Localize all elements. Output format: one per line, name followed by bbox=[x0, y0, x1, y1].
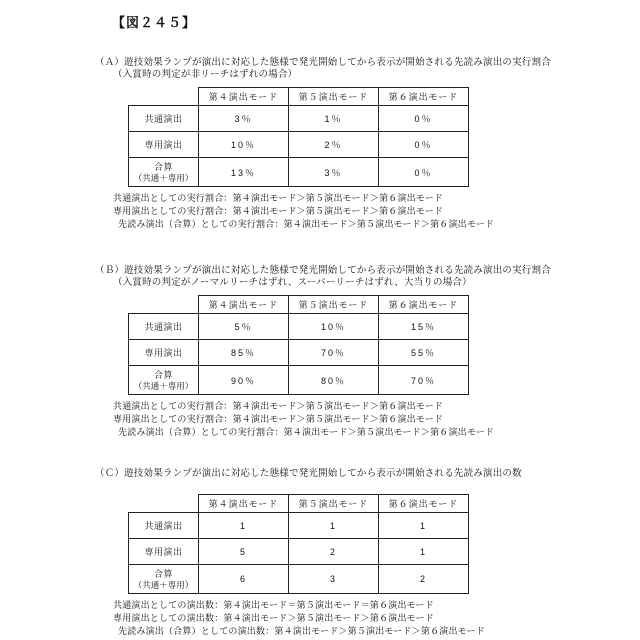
section-b-heading: （Ｂ）遊技効果ランプが演出に対応した態様で発光開始してから表示が開始される先読み演出の実行割合 bbox=[95, 265, 551, 276]
row-label-line1: 合算 bbox=[153, 161, 173, 172]
table-b-header-row bbox=[129, 296, 469, 314]
table-cell: 55％ bbox=[379, 340, 469, 366]
table-a-col-header: 第５演出モード bbox=[289, 88, 379, 106]
table-cell: 5 bbox=[199, 539, 289, 565]
table-b-col-header: 第５演出モード bbox=[289, 296, 379, 314]
row-label-line1: 合算 bbox=[153, 369, 173, 380]
table-row bbox=[129, 513, 469, 539]
table-a bbox=[128, 87, 469, 187]
table-cell: 2 bbox=[379, 565, 469, 594]
table-c-col-header: 第６演出モード bbox=[379, 495, 469, 513]
table-row bbox=[129, 340, 469, 366]
table-cell: 10％ bbox=[289, 314, 379, 340]
table-cell: 1 bbox=[379, 513, 469, 539]
section-a-notes bbox=[113, 192, 640, 231]
table-a-col-header: 第４演出モード bbox=[199, 88, 289, 106]
table-cell: 10％ bbox=[199, 132, 289, 158]
table-row bbox=[129, 158, 469, 187]
row-label-line2: （共通＋専用） bbox=[133, 380, 194, 391]
table-cell: 13％ bbox=[199, 158, 289, 187]
table-cell: 80％ bbox=[289, 366, 379, 395]
table-b-col-header: 第４演出モード bbox=[199, 296, 289, 314]
table-cell: 70％ bbox=[379, 366, 469, 395]
section-b-subheading: （入賞時の判定がノーマルリーチはずれ、スーパーリーチはずれ、大当りの場合） bbox=[113, 277, 472, 288]
table-cell: 0％ bbox=[379, 158, 469, 187]
row-label-line2: （共通＋専用） bbox=[133, 172, 194, 183]
section-c-notes bbox=[113, 599, 640, 638]
row-label: 専用演出 bbox=[129, 132, 199, 158]
table-row bbox=[129, 106, 469, 132]
table-cell: 1 bbox=[199, 513, 289, 539]
section-c bbox=[0, 468, 640, 638]
table-c-header-row bbox=[129, 495, 469, 513]
row-label: 共通演出 bbox=[129, 513, 199, 539]
row-label: 共通演出 bbox=[129, 314, 199, 340]
table-cell: 90％ bbox=[199, 366, 289, 395]
table-c-blank-cell bbox=[129, 495, 199, 513]
table-cell: 5％ bbox=[199, 314, 289, 340]
section-a bbox=[0, 57, 640, 231]
note-line: 先読み演出（合算）としての演出数：第４演出モード＞第５演出モード＞第６演出モード bbox=[118, 626, 485, 636]
section-b bbox=[0, 265, 640, 439]
row-label: 専用演出 bbox=[129, 340, 199, 366]
row-label-line1: 合算 bbox=[153, 568, 173, 579]
note-line: 専用演出としての実行割合：第４演出モード＞第５演出モード＞第６演出モード bbox=[113, 206, 444, 216]
note-line: 専用演出としての実行割合：第４演出モード＞第５演出モード＞第６演出モード bbox=[113, 414, 444, 424]
row-label: 共通演出 bbox=[129, 106, 199, 132]
table-row bbox=[129, 132, 469, 158]
table-a-col-header: 第６演出モード bbox=[379, 88, 469, 106]
table-cell: 3％ bbox=[289, 158, 379, 187]
table-cell: 2 bbox=[289, 539, 379, 565]
table-cell: 3 bbox=[289, 565, 379, 594]
section-a-subheading: （入賞時の判定が非リーチはずれの場合） bbox=[113, 69, 298, 80]
table-cell: 15％ bbox=[379, 314, 469, 340]
table-cell: 70％ bbox=[289, 340, 379, 366]
table-c-col-header: 第４演出モード bbox=[199, 495, 289, 513]
note-line: 共通演出としての実行割合：第４演出モード＞第５演出モード＞第６演出モード bbox=[113, 193, 444, 203]
table-c bbox=[128, 494, 469, 594]
table-c-col-header: 第５演出モード bbox=[289, 495, 379, 513]
table-cell: 1％ bbox=[289, 106, 379, 132]
table-cell: 1 bbox=[379, 539, 469, 565]
section-b-notes bbox=[113, 400, 640, 439]
table-cell: 2％ bbox=[289, 132, 379, 158]
table-row bbox=[129, 314, 469, 340]
table-cell: 0％ bbox=[379, 106, 469, 132]
table-row bbox=[129, 565, 469, 594]
table-a-header-row bbox=[129, 88, 469, 106]
note-line: 先読み演出（合算）としての実行割合：第４演出モード＞第５演出モード＞第６演出モード bbox=[118, 219, 495, 229]
row-label bbox=[129, 366, 199, 395]
note-line: 先読み演出（合算）としての実行割合：第４演出モード＞第５演出モード＞第６演出モード bbox=[118, 427, 495, 437]
table-cell: 0％ bbox=[379, 132, 469, 158]
row-label bbox=[129, 565, 199, 594]
section-a-heading: （Ａ）遊技効果ランプが演出に対応した態様で発光開始してから表示が開始される先読み演出の実行割合 bbox=[95, 57, 551, 68]
note-line: 専用演出としての演出数：第４演出モード＞第５演出モード＞第６演出モード bbox=[113, 613, 434, 623]
table-row bbox=[129, 539, 469, 565]
table-cell: 85％ bbox=[199, 340, 289, 366]
table-cell: 6 bbox=[199, 565, 289, 594]
table-cell: 3％ bbox=[199, 106, 289, 132]
note-line: 共通演出としての演出数：第４演出モード＝第５演出モード＝第６演出モード bbox=[113, 600, 434, 610]
row-label bbox=[129, 158, 199, 187]
figure-title: 【図２４５】 bbox=[112, 15, 197, 30]
note-line: 共通演出としての実行割合：第４演出モード＞第５演出モード＞第６演出モード bbox=[113, 401, 444, 411]
table-cell: 1 bbox=[289, 513, 379, 539]
table-b-col-header: 第６演出モード bbox=[379, 296, 469, 314]
table-a-blank-cell bbox=[129, 88, 199, 106]
table-b-blank-cell bbox=[129, 296, 199, 314]
row-label: 専用演出 bbox=[129, 539, 199, 565]
row-label-line2: （共通＋専用） bbox=[133, 579, 194, 590]
table-row bbox=[129, 366, 469, 395]
table-b bbox=[128, 295, 469, 395]
section-c-heading: （Ｃ）遊技効果ランプが演出に対応した態様で発光開始してから表示が開始される先読み演出の数 bbox=[95, 468, 522, 479]
